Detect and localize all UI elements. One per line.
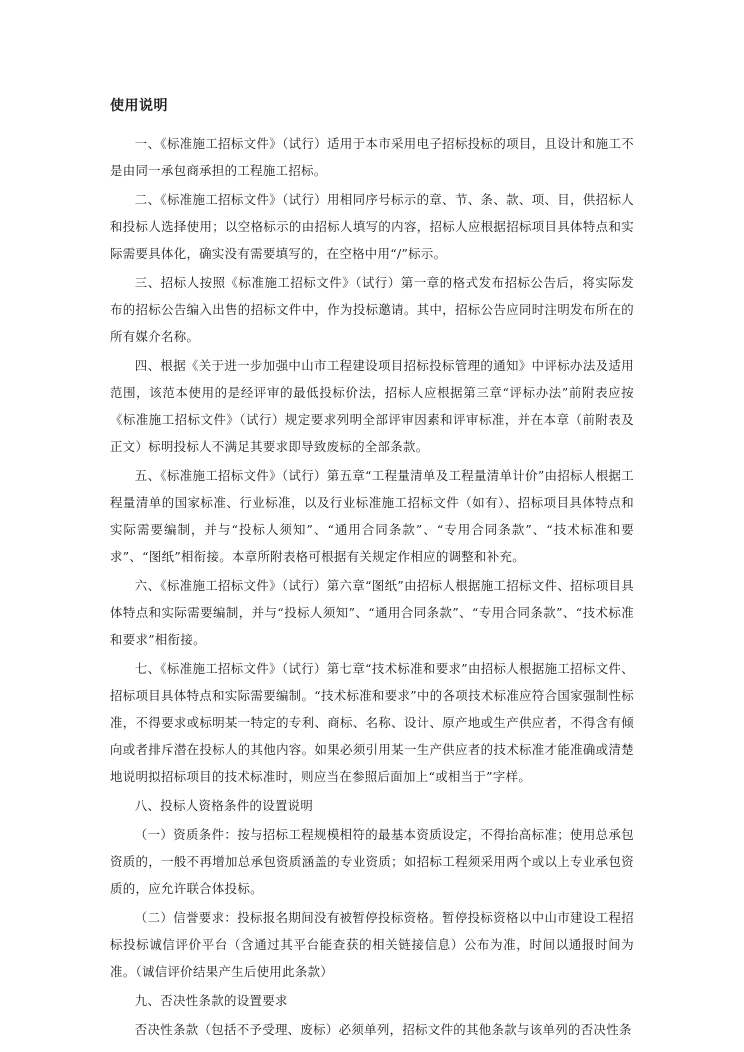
paragraph-3: 三、招标人按照《标准施工招标文件》（试行）第一章的格式发布招标公告后，将实际发布的招标公告编入出售的招标文件中，作为投标邀请。其中，招标公告应同时注明发布所在的所有媒介名称。 xyxy=(110,275,634,344)
paragraph-9-1: 否决性条款（包括不予受理、废标）必须单列，招标文件的其他条款与该单列的否决性条 xyxy=(134,1022,632,1037)
paragraph-8-2: （二）信誉要求：投标报名期间没有被暂停投标资格。暂停投标资格以中山市建设工程招标投标诚信评价平台（含通过其平台能查获的相关链接信息）公布为准，时间以通报时间为准。（诚信评价结果产生后使用此条款） xyxy=(110,910,634,979)
section-heading-9: 九、否决性条款的设置要求 xyxy=(134,993,288,1008)
paragraph-5: 五、《标准施工招标文件》（试行）第五章“工程量清单及工程量清单计价”由招标人根据工程量清单的国家标准、行业标准，以及行业标准施工招标文件（如有）、招标项目具体特点和实际需要编制，并与“投标人须知”、“通用合同条款”、“专用合同条款”、“技术标准和要求”、“图纸”相衔接。本章所附表格可根据有关规定作相应的调整和补充。 xyxy=(110,468,634,564)
document-page xyxy=(110,96,634,1045)
paragraph-8-1: （一）资质条件：按与招标工程规模相符的最基本资质设定，不得抬高标准；使用总承包资质的，一般不再增加总承包资质涵盖的专业资质；如招标工程须采用两个或以上专业承包资质的，应允许联合体投标。 xyxy=(110,827,634,896)
paragraph-4: 四、根据《关于进一步加强中山市工程建设项目招标投标管理的通知》中评标办法及适用范围，该范本使用的是经评审的最低投标价法，招标人应根据第三章“评标办法”前附表应按《标准施工招标文件》（试行）规定要求列明全部评审因素和评审标准，并在本章（前附表及正文）标明投标人不满足其要求即导致废标的全部条款。 xyxy=(110,358,634,454)
paragraph-6: 六、《标准施工招标文件》（试行）第六章“图纸”由招标人根据施工招标文件、招标项目具体特点和实际需要编制，并与“投标人须知”、“通用合同条款”、“专用合同条款”、“技术标准和要求”相衔接。 xyxy=(110,578,634,647)
paragraph-2: 二、《标准施工招标文件》（试行）用相同序号标示的章、节、条、款、项、目，供招标人和投标人选择使用；以空格标示的由招标人填写的内容，招标人应根据招标项目具体特点和实际需要具体化，确实没有需要填写的，在空格中用“/”标示。 xyxy=(110,192,634,261)
paragraph-1: 一、《标准施工招标文件》（试行）适用于本市采用电子招标投标的项目，且设计和施工不是由同一承包商承担的工程施工招标。 xyxy=(110,136,634,178)
document-title: 使用说明 xyxy=(110,98,168,114)
paragraph-7: 七、《标准施工招标文件》（试行）第七章“技术标准和要求”由招标人根据施工招标文件、招标项目具体特点和实际需要编制。“技术标准和要求”中的各项技术标准应符合国家强制性标准，不得要求或标明某一特定的专利、商标、名称、设计、原产地或生产供应者，不得含有倾向或者排斥潜在投标人的其他内容。如果必须引用某一生产供应者的技术标准才能准确或清楚地说明拟招标项目的技术标准时，则应当在参照后面加上“或相当于”字样。 xyxy=(110,661,634,784)
section-heading-8: 八、投标人资格条件的设置说明 xyxy=(134,798,314,813)
